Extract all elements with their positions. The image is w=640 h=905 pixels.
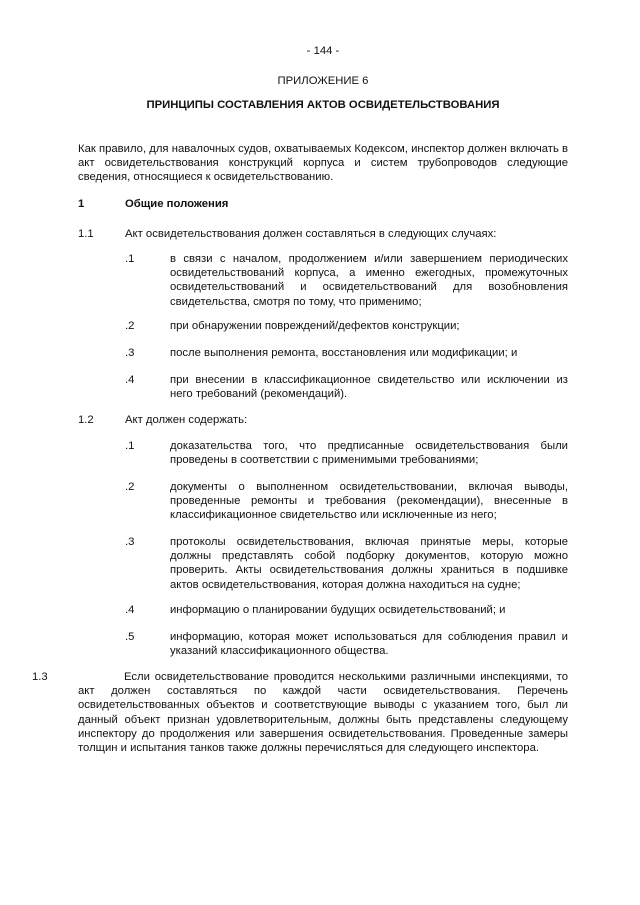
item-number: .3	[125, 347, 135, 359]
list-item: доказательства того, что предписанные освидетельствования были проведены в соответствии с применимыми требованиями;	[170, 440, 568, 467]
list-item: документы о выполненном освидетельствовании, включая выводы, проведенные ремонты и требования (рекомендации), внесенные в классификационное свидетельство или исключенные из него;	[170, 481, 568, 522]
list-item: протоколы освидетельствования, включая принятые меры, которые должны представлять собой подборку документов, которую можно проверить. Акты освидетельствования должны храниться в подшивке актов освидетельствования, которая должна находиться на судне;	[170, 536, 568, 591]
list-item: в связи с началом, продолжением и/или завершением периодических освидетельствований корпуса, а именно ежегодных, промежуточных освидетельствований и освидетельствований для возобновления свидетельства, смотря по тому, что применимо;	[170, 253, 568, 308]
list-item: при обнаружении повреждений/дефектов конструкции;	[170, 320, 460, 332]
item-number: .5	[125, 631, 135, 643]
intro-paragraph: Как правило, для навалочных судов, охватываемых Кодексом, инспектор должен включать в акт освидетельствования конструкций корпуса и систем трубопроводов следующие сведения, относящиеся к освидетельствованию.	[78, 143, 568, 184]
subsection-number-1-3: 1.3	[32, 671, 48, 683]
item-number: .4	[125, 604, 135, 616]
list-item: информацию о планировании будущих освидетельствований; и	[170, 604, 506, 616]
subsection-number-1-1: 1.1	[78, 228, 94, 240]
section-title: Общие положения	[125, 198, 229, 210]
subsection-paragraph-1-3	[32, 670, 568, 755]
item-number: .1	[125, 253, 135, 265]
list-item: после выполнения ремонта, восстановления или модификации; и	[170, 347, 518, 359]
item-number: .2	[125, 320, 135, 332]
item-number: .3	[125, 536, 135, 548]
list-item: информацию, которая может использоваться для соблюдения правил и указаний классификационного общества.	[170, 631, 568, 658]
section-number: 1	[78, 198, 85, 210]
list-item: при внесении в классификационное свидетельство или исключении из него требований (рекомендаций).	[170, 374, 568, 401]
item-number: .2	[125, 481, 135, 493]
document-title: ПРИНЦИПЫ СОСТАВЛЕНИЯ АКТОВ ОСВИДЕТЕЛЬСТВОВАНИЯ	[146, 99, 500, 111]
subsection-text-1-3: Если освидетельствование проводится несколькими различными инспекциями, то акт должен составляться по каждой части освидетельствования. Перечень освидетельствованных объектов и соответствующие выводы с указанием того, был ли данный объект признан удовлетворительным, должны быть представлены следующему инспектору до продолжения или завершения освидетельствования. Проведенные замеры толщин и испытания танков также должны перечисляться для следующего инспектора.	[78, 671, 568, 755]
item-number: .4	[125, 374, 135, 386]
appendix-label: ПРИЛОЖЕНИЕ 6	[277, 75, 369, 87]
subsection-text-1-2: Акт должен содержать:	[125, 414, 248, 426]
subsection-text-1-1: Акт освидетельствования должен составляться в следующих случаях:	[125, 228, 497, 240]
page-number: - 144 -	[306, 45, 340, 57]
item-number: .1	[125, 440, 135, 452]
subsection-number-1-2: 1.2	[78, 414, 94, 426]
